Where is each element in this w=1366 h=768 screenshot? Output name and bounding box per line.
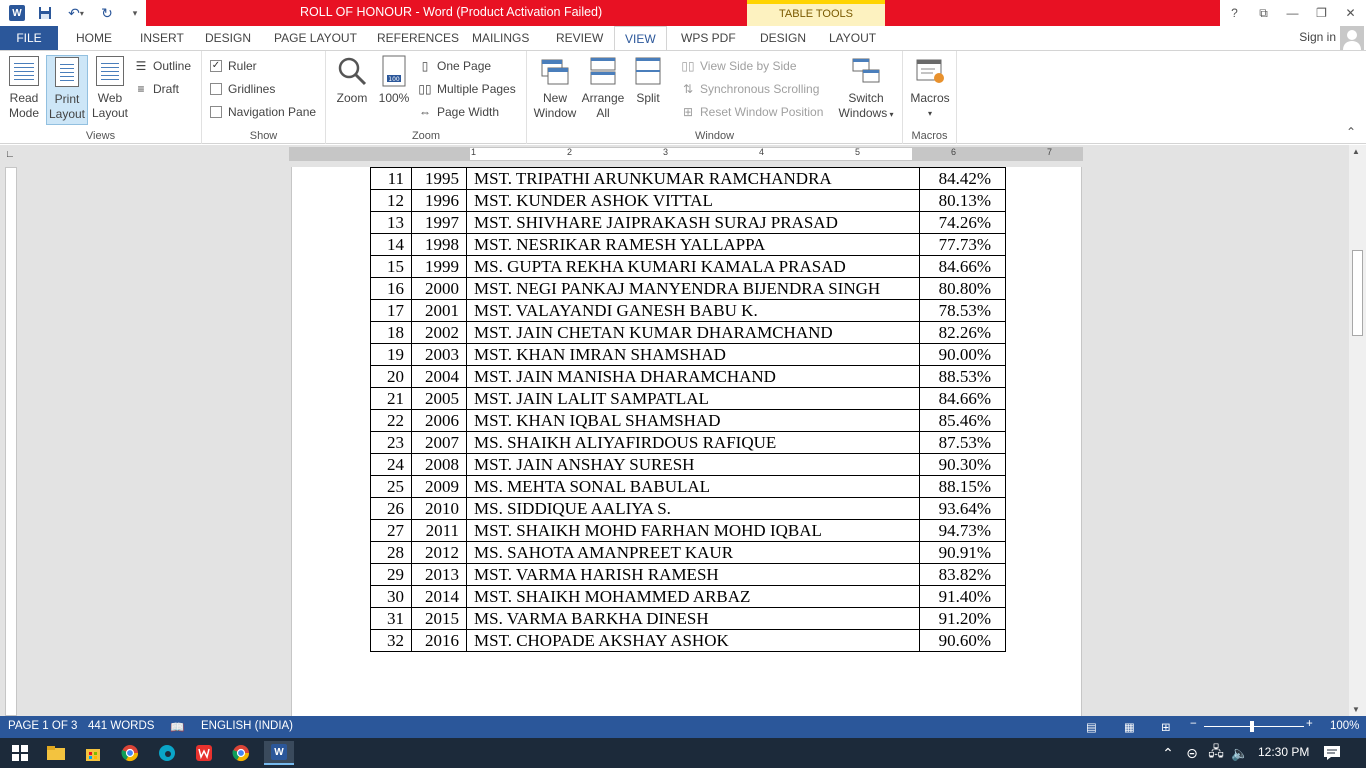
row-year[interactable]: 2005: [412, 388, 467, 410]
row-name[interactable]: MS. GUPTA REKHA KUMARI KAMALA PRASAD: [467, 256, 920, 278]
print-layout-view-icon[interactable]: ▦: [1124, 722, 1135, 734]
zoom-label: Zoom: [336, 91, 368, 105]
row-percentage[interactable]: 80.13%: [920, 190, 1006, 212]
table-row[interactable]: [371, 168, 1006, 190]
chrome-icon-2[interactable]: [229, 741, 253, 765]
document-area: [0, 145, 1366, 716]
switch-windows-icon: [850, 55, 882, 87]
row-year[interactable]: 2014: [412, 586, 467, 608]
print-layout-label-1: Print: [54, 92, 80, 106]
collapse-ribbon-icon[interactable]: ⌃: [1345, 125, 1356, 139]
quick-access-toolbar: [8, 3, 154, 23]
restore-icon[interactable]: ❐: [1316, 6, 1327, 20]
print-layout-icon: [51, 56, 83, 88]
multiple-pages-button[interactable]: [418, 80, 516, 98]
row-year[interactable]: 1996: [412, 190, 467, 212]
row-year[interactable]: 2003: [412, 344, 467, 366]
row-percentage[interactable]: 84.66%: [920, 256, 1006, 278]
row-year[interactable]: 2009: [412, 476, 467, 498]
row-percentage[interactable]: 90.60%: [920, 630, 1006, 652]
tab-selector-icon[interactable]: ∟: [5, 149, 15, 160]
window-group-label: Window: [694, 130, 735, 142]
row-year[interactable]: 1995: [412, 168, 467, 190]
row-name[interactable]: MST. JAIN CHETAN KUMAR DHARAMCHAND: [467, 322, 920, 344]
zoom-level[interactable]: 100%: [1330, 720, 1360, 732]
table-row[interactable]: [371, 234, 1006, 256]
row-name[interactable]: MS. SHAIKH ALIYAFIRDOUS RAFIQUE: [467, 432, 920, 454]
table-row[interactable]: [371, 278, 1006, 300]
tab-page-layout[interactable]: PAGE LAYOUT: [274, 31, 357, 45]
row-year[interactable]: 2011: [412, 520, 467, 542]
table-row[interactable]: [371, 498, 1006, 520]
word-app-icon[interactable]: W: [8, 4, 26, 22]
row-percentage[interactable]: 85.46%: [920, 410, 1006, 432]
row-name[interactable]: MST. KHAN IQBAL SHAMSHAD: [467, 410, 920, 432]
action-center-icon[interactable]: [1320, 741, 1344, 765]
table-row[interactable]: [371, 344, 1006, 366]
zoom-100-icon: [378, 55, 410, 87]
outline-button[interactable]: [134, 57, 191, 75]
web-layout-view-icon[interactable]: ⊞: [1161, 722, 1171, 734]
dropdown-arrow-icon: ▾: [887, 110, 894, 119]
zoom-100-button[interactable]: [376, 55, 412, 106]
network-status-icon[interactable]: ⊝: [1186, 744, 1198, 761]
split-label: Split: [636, 91, 660, 105]
row-percentage[interactable]: 80.80%: [920, 278, 1006, 300]
new-window-icon: [539, 55, 571, 87]
macros-icon: [914, 55, 946, 87]
macros-group: [903, 51, 957, 144]
window-group: [527, 51, 903, 144]
view-side-by-side-button[interactable]: [681, 57, 797, 75]
row-year[interactable]: 2000: [412, 278, 467, 300]
word-count[interactable]: 441 WORDS: [88, 720, 155, 732]
row-year[interactable]: 2002: [412, 322, 467, 344]
ruler-label: Ruler: [228, 59, 257, 73]
switch-windows-label-1: Switch: [848, 91, 884, 105]
switch-windows-label-2: Windows: [838, 106, 888, 120]
views-group-label: Views: [85, 130, 116, 142]
zoom-group-label: Zoom: [411, 130, 441, 142]
ruler-number: 1: [471, 147, 477, 157]
row-percentage[interactable]: 78.53%: [920, 300, 1006, 322]
tab-design[interactable]: DESIGN: [205, 31, 252, 45]
macros-dropdown-icon: ▾: [927, 109, 932, 118]
zoom-out-icon[interactable]: −: [1190, 718, 1197, 730]
arrange-all-button[interactable]: [579, 55, 627, 121]
chrome-icon[interactable]: [118, 741, 142, 765]
navigation-pane-checkbox[interactable]: [210, 103, 316, 121]
navigation-pane-label: Navigation Pane: [228, 105, 317, 119]
vertical-scrollbar[interactable]: [1349, 145, 1366, 716]
row-year[interactable]: 2016: [412, 630, 467, 652]
table-row[interactable]: [371, 410, 1006, 432]
row-name[interactable]: MST. SHAIKH MOHAMMED ARBAZ: [467, 586, 920, 608]
table-row[interactable]: [371, 586, 1006, 608]
table-row[interactable]: [371, 256, 1006, 278]
table-row[interactable]: [371, 542, 1006, 564]
ruler-number: 2: [567, 147, 573, 157]
row-name[interactable]: MST. SHIVHARE JAIPRAKASH SURAJ PRASAD: [467, 212, 920, 234]
row-number[interactable]: 19: [371, 344, 412, 366]
row-name[interactable]: MST. JAIN ANSHAY SURESH: [467, 454, 920, 476]
title-bar: [0, 0, 1366, 26]
outline-label: Outline: [153, 59, 192, 73]
window-title: ROLL OF HONOUR - Word (Product Activation Failed): [300, 5, 603, 19]
new-window-label-2: Window: [533, 106, 577, 120]
table-row[interactable]: [371, 366, 1006, 388]
volume-icon[interactable]: 🔈: [1231, 744, 1249, 761]
row-number[interactable]: 17: [371, 300, 412, 322]
ruler-number: 6: [951, 147, 957, 157]
row-percentage[interactable]: 84.42%: [920, 168, 1006, 190]
ruler-number: 3: [663, 147, 669, 157]
row-name[interactable]: MS. VARMA BARKHA DINESH: [467, 608, 920, 630]
row-year[interactable]: 1997: [412, 212, 467, 234]
arrange-all-label-1: Arrange: [581, 91, 625, 105]
row-number[interactable]: 26: [371, 498, 412, 520]
one-page-icon: ▯: [421, 59, 429, 73]
table-row[interactable]: [371, 454, 1006, 476]
row-number[interactable]: 14: [371, 234, 412, 256]
draft-label: Draft: [153, 82, 180, 96]
row-name[interactable]: MST. JAIN MANISHA DHARAMCHAND: [467, 366, 920, 388]
draft-icon: ≡: [137, 82, 145, 96]
switch-windows-button[interactable]: [835, 55, 897, 122]
row-year[interactable]: 2010: [412, 498, 467, 520]
row-name[interactable]: MST. CHOPADE AKSHAY ASHOK: [467, 630, 920, 652]
row-percentage[interactable]: 74.26%: [920, 212, 1006, 234]
magnifier-icon: [336, 55, 368, 87]
ribbon: [0, 50, 1366, 144]
svg-text:100: 100: [388, 76, 400, 83]
row-year[interactable]: 2001: [412, 300, 467, 322]
row-name[interactable]: MS. SAHOTA AMANPREET KAUR: [467, 542, 920, 564]
row-percentage[interactable]: 82.26%: [920, 322, 1006, 344]
row-year[interactable]: 1999: [412, 256, 467, 278]
zoom-group: [326, 51, 527, 144]
row-number[interactable]: 24: [371, 454, 412, 476]
reset-window-position-button[interactable]: [681, 103, 823, 121]
arrange-all-icon: [587, 55, 619, 87]
synchronous-scrolling-button[interactable]: [681, 80, 819, 98]
ribbon-tabs: [0, 26, 1366, 50]
new-window-button[interactable]: [533, 55, 577, 121]
row-number[interactable]: 25: [371, 476, 412, 498]
row-percentage[interactable]: 88.53%: [920, 366, 1006, 388]
row-number[interactable]: 28: [371, 542, 412, 564]
row-year[interactable]: 2015: [412, 608, 467, 630]
row-percentage[interactable]: 91.20%: [920, 608, 1006, 630]
row-percentage[interactable]: 90.30%: [920, 454, 1006, 476]
row-name[interactable]: MST. KUNDER ASHOK VITTAL: [467, 190, 920, 212]
zoom-button[interactable]: [332, 55, 372, 106]
arrange-all-label-2: All: [596, 106, 610, 120]
macros-button[interactable]: [907, 55, 953, 121]
row-percentage[interactable]: 84.66%: [920, 388, 1006, 410]
tab-references[interactable]: REFERENCES: [377, 31, 460, 45]
ribbon-display-options-icon[interactable]: ⧉: [1259, 5, 1268, 20]
page-width-button[interactable]: [418, 103, 499, 121]
row-percentage[interactable]: 90.91%: [920, 542, 1006, 564]
row-year[interactable]: 2013: [412, 564, 467, 586]
row-year[interactable]: 2007: [412, 432, 467, 454]
row-year[interactable]: 2004: [412, 366, 467, 388]
windows-start-icon[interactable]: [8, 741, 32, 765]
vertical-ruler[interactable]: [5, 167, 17, 716]
table-row[interactable]: [371, 564, 1006, 586]
show-group-label: Show: [249, 130, 278, 142]
synchronous-scrolling-label: Synchronous Scrolling: [700, 82, 820, 96]
print-layout-label-2: Layout: [48, 107, 86, 121]
ruler-check-icon: ✓: [211, 60, 221, 71]
row-name[interactable]: MS. SIDDIQUE AALIYA S.: [467, 498, 920, 520]
table-row[interactable]: [371, 476, 1006, 498]
row-number[interactable]: 13: [371, 212, 412, 234]
redo-icon[interactable]: ↻: [101, 4, 113, 21]
tab-file[interactable]: FILE: [0, 26, 58, 50]
read-mode-label-1: Read: [9, 91, 39, 105]
new-window-label-1: New: [542, 91, 567, 105]
row-year[interactable]: 2006: [412, 410, 467, 432]
help-icon[interactable]: ?: [1231, 6, 1238, 20]
views-group: [0, 51, 202, 144]
table-row[interactable]: [371, 212, 1006, 234]
row-name[interactable]: MST. SHAIKH MOHD FARHAN MOHD IQBAL: [467, 520, 920, 542]
edge-icon[interactable]: [155, 741, 179, 765]
one-page-label: One Page: [437, 59, 492, 73]
row-name[interactable]: MST. KHAN IMRAN SHAMSHAD: [467, 344, 920, 366]
table-row[interactable]: [371, 520, 1006, 542]
customize-qat-icon[interactable]: ▾: [132, 7, 138, 18]
read-mode-label-2: Mode: [8, 106, 40, 120]
row-percentage[interactable]: 83.82%: [920, 564, 1006, 586]
tab-table-design[interactable]: DESIGN: [760, 31, 807, 45]
row-percentage[interactable]: 91.40%: [920, 586, 1006, 608]
row-name[interactable]: MS. MEHTA SONAL BABULAL: [467, 476, 920, 498]
row-percentage[interactable]: 88.15%: [920, 476, 1006, 498]
row-number[interactable]: 27: [371, 520, 412, 542]
row-percentage[interactable]: 87.53%: [920, 432, 1006, 454]
table-row[interactable]: [371, 608, 1006, 630]
row-number[interactable]: 18: [371, 322, 412, 344]
network-icon[interactable]: 🖧: [1208, 743, 1224, 759]
row-year[interactable]: 1998: [412, 234, 467, 256]
row-number[interactable]: 32: [371, 630, 412, 652]
zoom-100-label: 100%: [378, 91, 410, 105]
row-number[interactable]: 15: [371, 256, 412, 278]
row-number[interactable]: 12: [371, 190, 412, 212]
view-side-by-side-label: View Side by Side: [700, 59, 797, 73]
row-name[interactable]: MST. NEGI PANKAJ MANYENDRA BIJENDRA SINGH: [467, 278, 920, 300]
roll-of-honour-table[interactable]: [370, 167, 1006, 652]
table-row[interactable]: [371, 432, 1006, 454]
tab-wps-pdf[interactable]: WPS PDF: [681, 31, 736, 45]
scroll-down-icon[interactable]: ▼: [1352, 705, 1360, 714]
web-layout-label-1: Web: [97, 91, 123, 105]
row-percentage[interactable]: 93.64%: [920, 498, 1006, 520]
word-taskbar-icon[interactable]: W: [264, 741, 294, 765]
gridlines-checkbox[interactable]: [210, 80, 275, 98]
row-year[interactable]: 2012: [412, 542, 467, 564]
read-mode-icon: [8, 55, 40, 87]
row-number[interactable]: 23: [371, 432, 412, 454]
sync-scroll-icon: ⇅: [682, 82, 694, 96]
table-row[interactable]: [371, 300, 1006, 322]
status-bar: [0, 716, 1366, 738]
save-icon[interactable]: [36, 4, 54, 22]
table-row[interactable]: [371, 190, 1006, 212]
close-icon[interactable]: ✕: [1345, 6, 1356, 20]
scrollbar-thumb[interactable]: [1352, 250, 1363, 336]
language-indicator[interactable]: ENGLISH (INDIA): [201, 720, 294, 732]
sign-in-link[interactable]: Sign in: [1299, 30, 1336, 44]
row-name[interactable]: MST. VALAYANDI GANESH BABU K.: [467, 300, 920, 322]
table-row[interactable]: [371, 630, 1006, 652]
zoom-slider-thumb[interactable]: [1250, 721, 1254, 732]
scroll-up-icon[interactable]: ▲: [1352, 147, 1360, 156]
reset-window-position-label: Reset Window Position: [700, 105, 824, 119]
tab-mailings[interactable]: MAILINGS: [472, 31, 530, 45]
row-percentage[interactable]: 77.73%: [920, 234, 1006, 256]
row-number[interactable]: 30: [371, 586, 412, 608]
row-number[interactable]: 22: [371, 410, 412, 432]
wps-icon[interactable]: [192, 741, 216, 765]
store-icon[interactable]: [81, 741, 105, 765]
split-button[interactable]: [631, 55, 665, 106]
page-width-icon: ⇔: [419, 105, 431, 119]
reset-window-icon: ⊞: [682, 105, 694, 119]
web-layout-icon: [94, 55, 126, 87]
row-name[interactable]: MST. VARMA HARISH RAMESH: [467, 564, 920, 586]
row-number[interactable]: 11: [371, 168, 412, 190]
ruler-number: 4: [759, 147, 765, 157]
window-controls: [1220, 0, 1365, 26]
minimize-icon[interactable]: —: [1286, 6, 1299, 20]
read-mode-view-icon[interactable]: ▤: [1086, 722, 1097, 734]
document-page[interactable]: [291, 167, 1082, 716]
tab-review[interactable]: REVIEW: [556, 31, 604, 45]
tab-table-layout[interactable]: LAYOUT: [829, 31, 877, 45]
windows-taskbar: [0, 738, 1366, 768]
row-year[interactable]: 2008: [412, 454, 467, 476]
multiple-pages-label: Multiple Pages: [437, 82, 516, 96]
tab-insert[interactable]: INSERT: [140, 31, 184, 45]
table-row[interactable]: [371, 388, 1006, 410]
ruler-number: 5: [855, 147, 861, 157]
draft-button[interactable]: [134, 80, 179, 98]
gridlines-label: Gridlines: [228, 82, 276, 96]
undo-icon[interactable]: ↶ ▾: [68, 4, 84, 21]
zoom-slider[interactable]: [1204, 726, 1304, 727]
proofing-icon[interactable]: 📖: [170, 722, 185, 734]
row-percentage[interactable]: 90.00%: [920, 344, 1006, 366]
row-number[interactable]: 29: [371, 564, 412, 586]
horizontal-ruler[interactable]: [289, 147, 1083, 161]
row-number[interactable]: 21: [371, 388, 412, 410]
page-count[interactable]: PAGE 1 OF 3: [8, 720, 78, 732]
row-name[interactable]: MST. NESRIKAR RAMESH YALLAPPA: [467, 234, 920, 256]
tab-home[interactable]: HOME: [76, 31, 112, 45]
file-explorer-icon[interactable]: [44, 741, 68, 765]
table-row[interactable]: [371, 322, 1006, 344]
row-number[interactable]: 20: [371, 366, 412, 388]
page-width-label: Page Width: [437, 105, 500, 119]
macros-label: Macros: [910, 91, 950, 105]
row-name[interactable]: MST. TRIPATHI ARUNKUMAR RAMCHANDRA: [467, 168, 920, 190]
split-icon: [632, 55, 664, 87]
multiple-pages-icon: ▯▯: [418, 82, 432, 96]
one-page-button[interactable]: [418, 57, 491, 75]
show-group: [202, 51, 326, 144]
taskbar-clock[interactable]: 12:30 PM: [1258, 745, 1310, 759]
web-layout-label-2: Layout: [91, 106, 129, 120]
zoom-in-icon[interactable]: +: [1306, 718, 1313, 730]
row-percentage[interactable]: 94.73%: [920, 520, 1006, 542]
ruler-checkbox[interactable]: [210, 57, 257, 75]
user-avatar[interactable]: [1340, 26, 1364, 50]
table-tools-header: TABLE TOOLS: [747, 0, 885, 26]
row-name[interactable]: MST. JAIN LALIT SAMPATLAL: [467, 388, 920, 410]
read-mode-button[interactable]: [4, 55, 44, 121]
show-hidden-icons-icon[interactable]: ⌃: [1162, 744, 1174, 761]
print-layout-button[interactable]: [46, 55, 88, 125]
ruler-number: 7: [1047, 147, 1053, 157]
row-number[interactable]: 16: [371, 278, 412, 300]
outline-icon: ☰: [135, 59, 147, 73]
row-number[interactable]: 31: [371, 608, 412, 630]
macros-group-label: Macros: [911, 130, 948, 142]
web-layout-button[interactable]: [90, 55, 130, 121]
side-by-side-icon: ▯▯: [681, 59, 695, 73]
tab-view[interactable]: VIEW: [614, 26, 667, 51]
